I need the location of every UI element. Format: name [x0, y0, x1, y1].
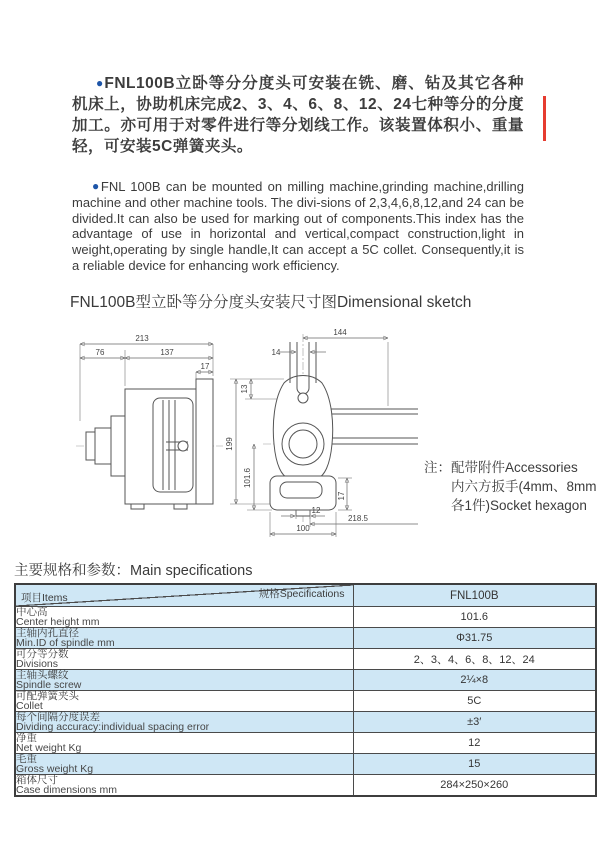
spec-label-cn: 可分等分数 — [16, 648, 69, 660]
note-line-3: 各1件)Socket hexagon — [451, 498, 587, 513]
intro-text-cn: FNL100B立卧等分分度头可安装在铣、磨、钻及其它各种机床上，协助机床完成2、3、4、6、8、12、24七种等分的分度加工。亦可用于对零件进行等分划线工作。该装置体积小、重量轻，可安装5C弹簧夹头。 — [72, 74, 525, 155]
spec-label-cn: 毛重 — [16, 753, 37, 765]
spec-label-cn: 中心高 — [16, 606, 48, 618]
spec-label-en: Min.ID of spindle mm — [16, 637, 115, 649]
intro-paragraph-en — [72, 179, 524, 274]
spec-label-cn: 主轴头螺纹 — [16, 669, 69, 681]
spec-value: Φ31.75 — [353, 628, 596, 649]
dimensional-sketch — [68, 326, 418, 541]
dim-label-100: 100 — [296, 524, 310, 533]
red-mark — [543, 96, 546, 141]
spec-label-en: Collet — [16, 700, 43, 712]
spec-label-en: Center height mm — [16, 616, 100, 628]
dim-label-218-5: 218.5 — [347, 514, 369, 523]
spec-label-cn: 每个间隔分度误差 — [16, 711, 100, 723]
note-line-2: 内六方扳手(4mm、8mm — [451, 479, 597, 494]
spec-row — [15, 733, 596, 754]
dim-label-17-side: 17 — [200, 362, 210, 371]
spec-label-en: Divisions — [16, 658, 59, 670]
intro-text-en: FNL 100B can be mounted on milling machine,grinding machine,drilling machine and other machine tools. The divi-sions of 2,3,4,6,8,12,and 24 can be divided.It can also be used for marking out of components.This index has the advantage of use in horizontal and vertical,compact construction,light in weight,operating by single handle,It can accept a 5C collet. Consequently,it is a reliable device for enhancing work efficiency. — [72, 179, 524, 273]
spec-label-en: Gross weight Kg — [16, 763, 94, 775]
dim-label-144: 144 — [333, 328, 347, 337]
spec-row — [15, 607, 596, 628]
spec-value: 15 — [353, 754, 596, 775]
spec-label-cn: 净重 — [16, 732, 37, 744]
spec-label-en: Spindle screw — [16, 679, 82, 691]
accessories-note — [424, 458, 597, 515]
side-view — [76, 334, 223, 509]
dim-label-17-base: 17 — [337, 491, 346, 501]
bullet-icon: ● — [96, 75, 105, 90]
spec-header-items-spec — [15, 584, 353, 607]
spec-label-cn: 可配弹簧夹头 — [16, 690, 79, 702]
spec-label-cn: 箱体尺寸 — [16, 774, 58, 786]
spec-label-en: Net weight Kg — [16, 742, 82, 754]
specifications-heading: 主要规格和参数：Main specifications — [14, 563, 253, 579]
spec-label-cn: 主轴内孔直径 — [16, 627, 79, 639]
spec-row — [15, 712, 596, 733]
spec-value: 5C — [353, 691, 596, 712]
spec-value: 101.6 — [353, 607, 596, 628]
dim-label-101-6: 101.6 — [243, 467, 252, 489]
spec-value: 12 — [353, 733, 596, 754]
specifications-table — [14, 583, 597, 797]
spec-value: ±3′ — [353, 712, 596, 733]
header-items-label: 项目Items — [21, 592, 68, 604]
spec-row — [15, 691, 596, 712]
spec-label-en: Case dimensions mm — [16, 784, 117, 796]
sketch-title: FNL100B型立卧等分分度头安装尺寸图Dimensional sketch — [70, 294, 472, 311]
spec-row — [15, 754, 596, 775]
bullet-icon: ● — [92, 179, 101, 193]
dim-label-76: 76 — [95, 348, 105, 357]
spec-header-row — [15, 584, 596, 607]
dim-label-137: 137 — [160, 348, 174, 357]
spec-value: 284×250×260 — [353, 775, 596, 797]
dim-label-213: 213 — [135, 334, 149, 343]
note-line-1: 注：配带附件Accessories — [424, 460, 578, 475]
dim-label-199: 199 — [225, 437, 234, 451]
spec-value: 2、3、4、6、8、12、24 — [353, 649, 596, 670]
spec-row — [15, 775, 596, 797]
spec-row — [15, 628, 596, 649]
spec-header-model: FNL100B — [353, 584, 596, 607]
front-view — [263, 328, 418, 537]
header-spec-label: 规格Specifications — [258, 588, 345, 600]
spec-label-en: Dividing accuracy:individual spacing error — [16, 721, 210, 733]
spec-row — [15, 670, 596, 691]
spec-row — [15, 649, 596, 670]
dim-label-14: 14 — [271, 348, 281, 357]
intro-paragraph-cn — [72, 73, 524, 157]
dim-label-13: 13 — [240, 384, 249, 394]
dim-label-12: 12 — [311, 506, 321, 515]
spec-value: 2¼×8 — [353, 670, 596, 691]
